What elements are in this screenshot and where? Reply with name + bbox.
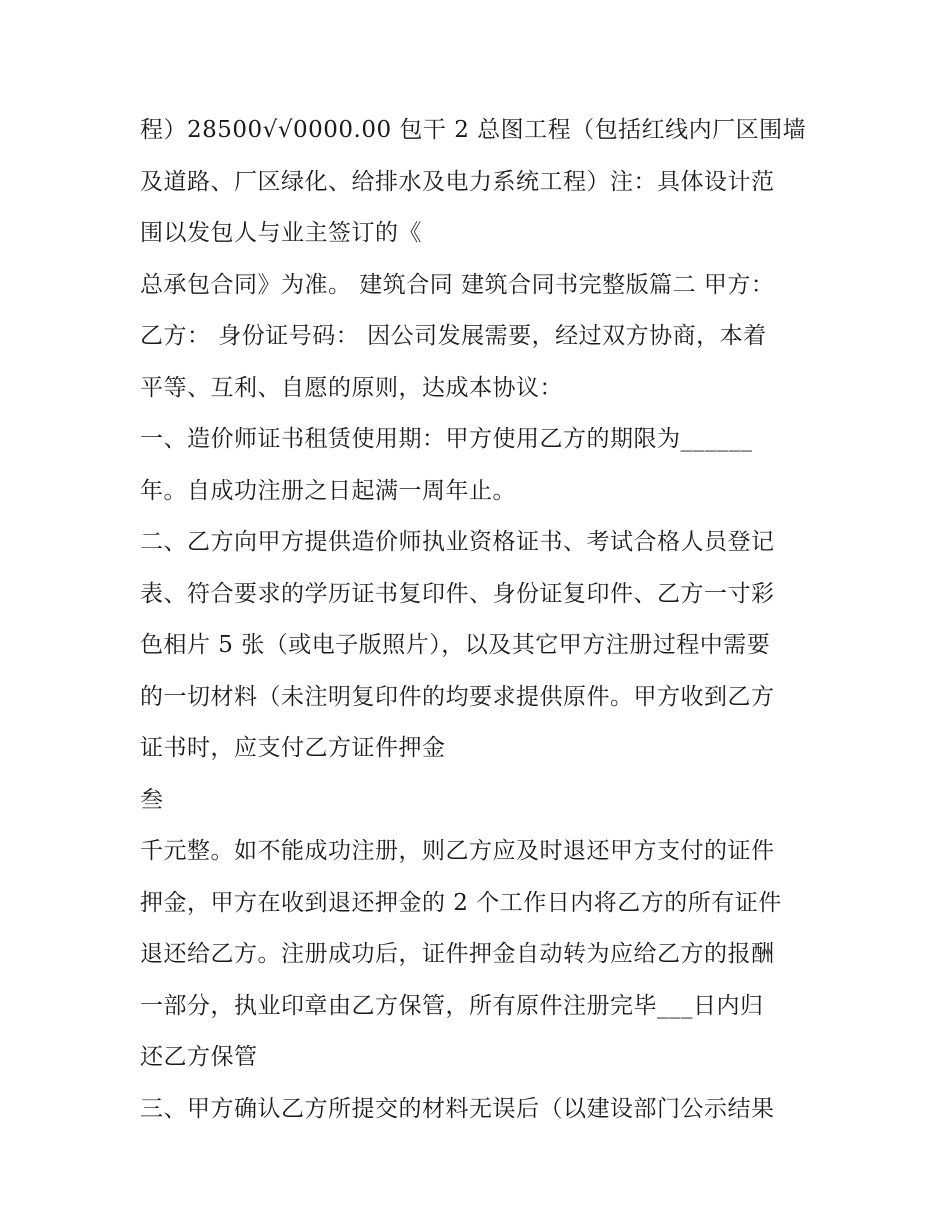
text-line: 还乙方保管 xyxy=(140,1044,258,1070)
text-line: 二、乙方向甲方提供造价师执业资格证书、考试合格人员登记 xyxy=(140,529,775,555)
text-line: 及道路、厂区绿化、给排水及电力系统工程）注：具体设计范 xyxy=(140,168,775,195)
text-line: 乙方： 身份证号码： 因公司发展需要，经过双方协商，本着 xyxy=(140,323,767,349)
text-line: 押金，甲方在收到退还押金的 2 个工作日内将乙方的所有证件 xyxy=(140,889,782,916)
text-line: 叁 xyxy=(140,786,164,813)
text-line: 平等、互利、自愿的原则，达成本协议： xyxy=(140,374,563,401)
document-body xyxy=(140,105,830,1135)
text-line: 退还给乙方。注册成功后，证件押金自动转为应给乙方的报酬 xyxy=(140,941,775,967)
text-line: 色相片 5 张（或电子版照片），以及其它甲方注册过程中需要 xyxy=(140,632,771,658)
text-line: 千元整。如不能成功注册，则乙方应及时退还甲方支付的证件 xyxy=(140,838,775,864)
text-line: 年。自成功注册之日起满一周年止。 xyxy=(140,477,516,504)
text-line: 的一切材料（未注明复印件的均要求提供原件。甲方收到乙方 xyxy=(140,683,775,710)
text-line: 一、造价师证书租赁使用期：甲方使用乙方的期限为______ xyxy=(140,426,753,452)
text-line: 总承包合同》为准。 建筑合同 建筑合同书完整版篇二 甲方： xyxy=(140,271,775,298)
text-line: 证书时，应支付乙方证件押金 xyxy=(140,735,446,761)
text-line: 一部分，执业印章由乙方保管，所有原件注册完毕___日内归 xyxy=(140,992,764,1019)
text-line: 三、甲方确认乙方所提交的材料无误后（以建设部门公示结果 xyxy=(140,1095,775,1122)
text-line: 程）28500√√0000.00 包干 2 总图工程（包括红线内厂区围墙 xyxy=(140,117,807,143)
text-line: 围以发包人与业主签订的《 xyxy=(140,220,422,246)
text-line: 表、符合要求的学历证书复印件、身份证复印件、乙方一寸彩 xyxy=(140,580,775,607)
